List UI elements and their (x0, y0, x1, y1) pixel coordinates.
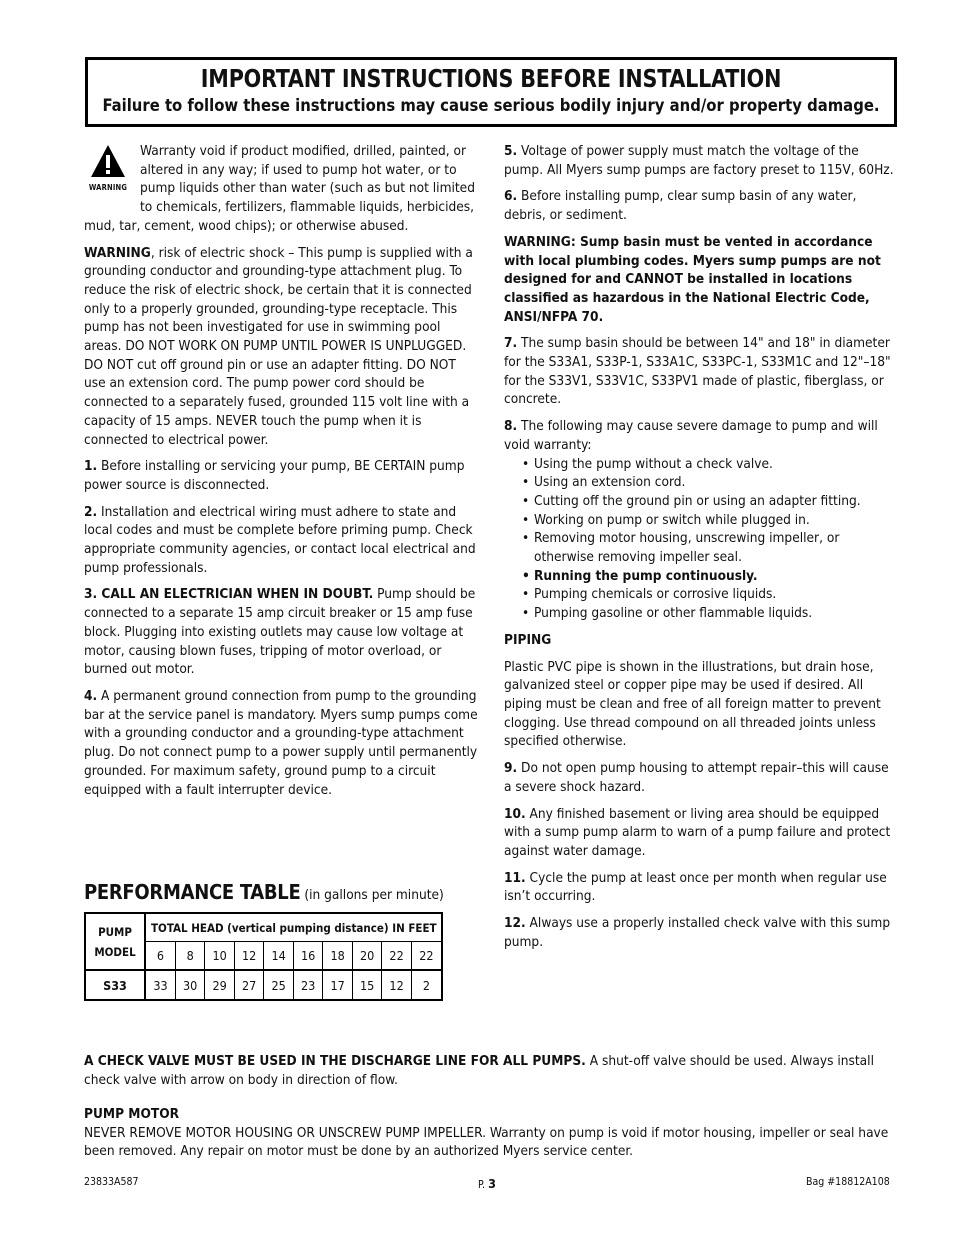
list-item: • Pumping gasoline or other flammable liquids. (520, 604, 899, 623)
warranty-block (84, 142, 478, 236)
instruction-8 (504, 417, 899, 454)
check-valve-lead: A CHECK VALVE MUST BE USED IN THE DISCHARGE LINE FOR ALL PUMPS. (84, 1053, 586, 1069)
shock-warning-body: , risk of electric shock – This pump is supplied with a grounding conductor and grounding-type attachment plug. To reduce the risk of electric shock, be certain that it is connected only to a properly grounded, grounding-type receptacle. This pump has not been investigated for use in swimming pool areas. DO NOT WORK ON PUMP UNTIL POWER IS UNPLUGGED. DO NOT cut off ground pin or use an adapter fitting. DO NOT use an extension cord. The pump power cord should be connected to a separately fused, grounded 115 volt line with a capacity of 15 amps. NEVER touch the pump when it is connected to electrical power. (84, 244, 473, 448)
instruction-12 (504, 914, 899, 951)
gpm-cell: 17 (323, 970, 352, 1000)
list-item: • Pumping chemicals or corrosive liquids. (520, 585, 899, 604)
performance-title-text: PERFORMANCE TABLE (84, 880, 301, 904)
pump-motor-text: NEVER REMOVE MOTOR HOUSING OR UNSCREW PUMP IMPELLER. Warranty on pump is void if motor housing, impeller or seal have been removed. Any repair on motor must be done by an authorized Myers service center. (84, 1124, 889, 1160)
warning-icon-label: WARNING (88, 183, 128, 192)
header-box (85, 57, 897, 127)
instruction-number: 12. (504, 915, 526, 932)
gpm-cell: 12 (382, 970, 411, 1000)
list-item: • Using the pump without a check valve. (520, 455, 899, 474)
pump-model-header (85, 913, 145, 970)
head-cell: 12 (234, 942, 263, 971)
page-number: 3 (488, 1176, 496, 1191)
performance-table (84, 912, 443, 1001)
instruction-body: Before installing pump, clear sump basin of any water, debris, or sediment. (504, 188, 857, 224)
instruction-number: 8. (504, 418, 518, 435)
list-item: • Cutting off the ground pin or using an adapter fitting. (520, 492, 899, 511)
footer-bag-number: Bag #18812A108 (806, 1176, 890, 1188)
pump-motor-heading: PUMP MOTOR (84, 1106, 180, 1122)
check-valve-body: A shut-off valve should be used. Always install check valve with arrow on body in direction of flow. (84, 1053, 874, 1088)
damage-list (504, 455, 899, 623)
warranty-text: Warranty void if product modified, drilled, painted, or altered in any way; if used to pump hot water, or to pump liquids other than water (such as but not limited to chemicals, fertilizers, flammable liquids, herbicides, mud, tar, cement, wood chips); or otherwise abused. (84, 143, 475, 234)
instruction-number: 3. (84, 586, 98, 603)
list-item: • Removing motor housing, unscrewing impeller, or otherwise removing impeller seal. (520, 529, 899, 566)
instruction-number: 10. (504, 805, 526, 822)
instruction-number: 11. (504, 869, 526, 886)
head-cell: 16 (293, 942, 322, 971)
instruction-body: The following may cause severe damage to pump and will void warranty: (504, 418, 878, 453)
instruction-10 (504, 805, 899, 861)
gpm-cell: 15 (352, 970, 381, 1000)
check-valve-text (84, 1052, 898, 1089)
table-row (85, 970, 442, 1000)
shock-warning-lead: WARNING (84, 244, 151, 261)
gpm-cell: 30 (175, 970, 204, 1000)
instruction-7 (504, 334, 899, 409)
vent-warning (504, 233, 899, 327)
instruction-body: Voltage of power supply must match the voltage of the pump. All Myers sump pumps are factory preset to 115V, 60Hz. (504, 143, 894, 178)
footer-page-number (478, 1176, 496, 1191)
pump-motor-section (84, 1105, 898, 1161)
instruction-lead: CALL AN ELECTRICIAN WHEN IN DOUBT. (97, 586, 374, 603)
header-subtitle: Failure to follow these instructions may cause serious bodily injury and/or property damage. (102, 96, 880, 115)
right-column (504, 142, 899, 959)
instruction-number: 5. (504, 143, 518, 159)
instruction-number: 2. (84, 503, 98, 520)
gpm-cell: 27 (234, 970, 263, 1000)
instruction-number: 6. (504, 188, 518, 205)
instruction-body: Any finished basement or living area should be equipped with a sump pump alarm to warn of a pump failure and protect against water damage. (504, 805, 891, 859)
head-cell: 8 (175, 942, 204, 971)
check-valve-section (84, 1052, 898, 1089)
model-cell: S33 (85, 970, 145, 1000)
instruction-body: A permanent ground connection from pump to the grounding bar at the service panel is mandatory. Myers sump pumps come with a grounding conductor and a grounding-type attachment plug. Do not connect pump to a power supply until permanently grounded. For maximum safety, ground pump to a circuit equipped with a fault interrupter device. (84, 687, 478, 798)
instruction-number: 9. (504, 760, 518, 777)
head-cell: 18 (323, 942, 352, 971)
instruction-2 (84, 503, 478, 578)
head-cell: 6 (145, 942, 175, 971)
instruction-11 (504, 869, 899, 906)
instruction-number: 1. (84, 458, 98, 475)
gpm-cell: 2 (411, 970, 442, 1000)
instruction-body: Before installing or servicing your pump, BE CERTAIN pump power source is disconnected. (84, 458, 465, 493)
instruction-4 (84, 687, 478, 799)
instruction-body: The sump basin should be between 14" and 18" in diameter for the S33A1, S33P-1, S33A1C, S33PC-1, S33M1C and 12"–18" for the S33V1, S33V1C, S33PV1 made of plastic, fiberglass, or concrete. (504, 335, 891, 408)
gpm-cell: 29 (205, 970, 234, 1000)
head-cell: 20 (352, 942, 381, 971)
header-title: IMPORTANT INSTRUCTIONS BEFORE INSTALLATION (200, 64, 782, 93)
instruction-body: Pump should be connected to a separate 15 amp circuit breaker or 15 amp fuse block. Plugging into existing outlets may cause low voltage at motor, causing blown fuses, tripping of motor overload, or burned out motor. (84, 586, 476, 678)
instruction-body: Do not open pump housing to attempt repair–this will cause a severe shock hazard. (504, 760, 889, 795)
head-cell: 22 (382, 942, 411, 971)
table-header-row (85, 913, 442, 942)
list-item: • Running the pump continuously. (520, 567, 899, 586)
performance-title (84, 880, 444, 904)
head-cell: 10 (205, 942, 234, 971)
header-line: PUMP (98, 924, 132, 939)
performance-note: (in gallons per minute) (300, 887, 444, 903)
instruction-body: Installation and electrical wiring must adhere to state and local codes and must be complete before priming pump. Check appropriate community agencies, or contact local electrical and pump professionals. (84, 503, 476, 576)
instruction-number: 4. (84, 687, 98, 704)
piping-text: Plastic PVC pipe is shown in the illustrations, but drain hose, galvanized steel or copper pipe may be used if desired. All piping must be clean and free of all foreign matter to prevent clogging. Use thread compound on all threaded joints unless specified otherwise. (504, 658, 881, 750)
gpm-cell: 33 (145, 970, 175, 1000)
instruction-1 (84, 457, 478, 494)
head-cell: 14 (264, 942, 293, 971)
piping-heading: PIPING (504, 631, 552, 648)
instruction-5 (504, 142, 899, 179)
header-line: MODEL (94, 944, 136, 959)
gpm-cell: 25 (264, 970, 293, 1000)
instruction-9 (504, 759, 899, 796)
warning-icon (84, 144, 132, 200)
instruction-body: Cycle the pump at least once per month when regular use isn’t occurring. (504, 869, 887, 905)
instruction-6 (504, 187, 899, 224)
left-column (84, 142, 478, 807)
list-item: • Using an extension cord. (520, 473, 899, 492)
instruction-number: 7. (504, 335, 518, 352)
total-head-header: TOTAL HEAD (vertical pumping distance) IN FEET (145, 913, 442, 942)
list-item: • Working on pump or switch while plugged in. (520, 511, 899, 530)
instruction-body: Always use a properly installed check valve with this sump pump. (504, 915, 891, 950)
instruction-3 (84, 585, 478, 679)
footer-part-number: 23833A587 (84, 1176, 139, 1188)
shock-warning (84, 244, 478, 450)
gpm-cell: 23 (293, 970, 322, 1000)
page-prefix: P. (478, 1179, 489, 1191)
vent-warning-text: WARNING: Sump basin must be vented in accordance with local plumbing codes. Myers sump pumps are not designed for and CANNOT be installed in locations classified as hazardous in the National Electric Code, ANSI/NFPA 70. (504, 233, 881, 325)
head-cell: 22 (411, 942, 442, 971)
